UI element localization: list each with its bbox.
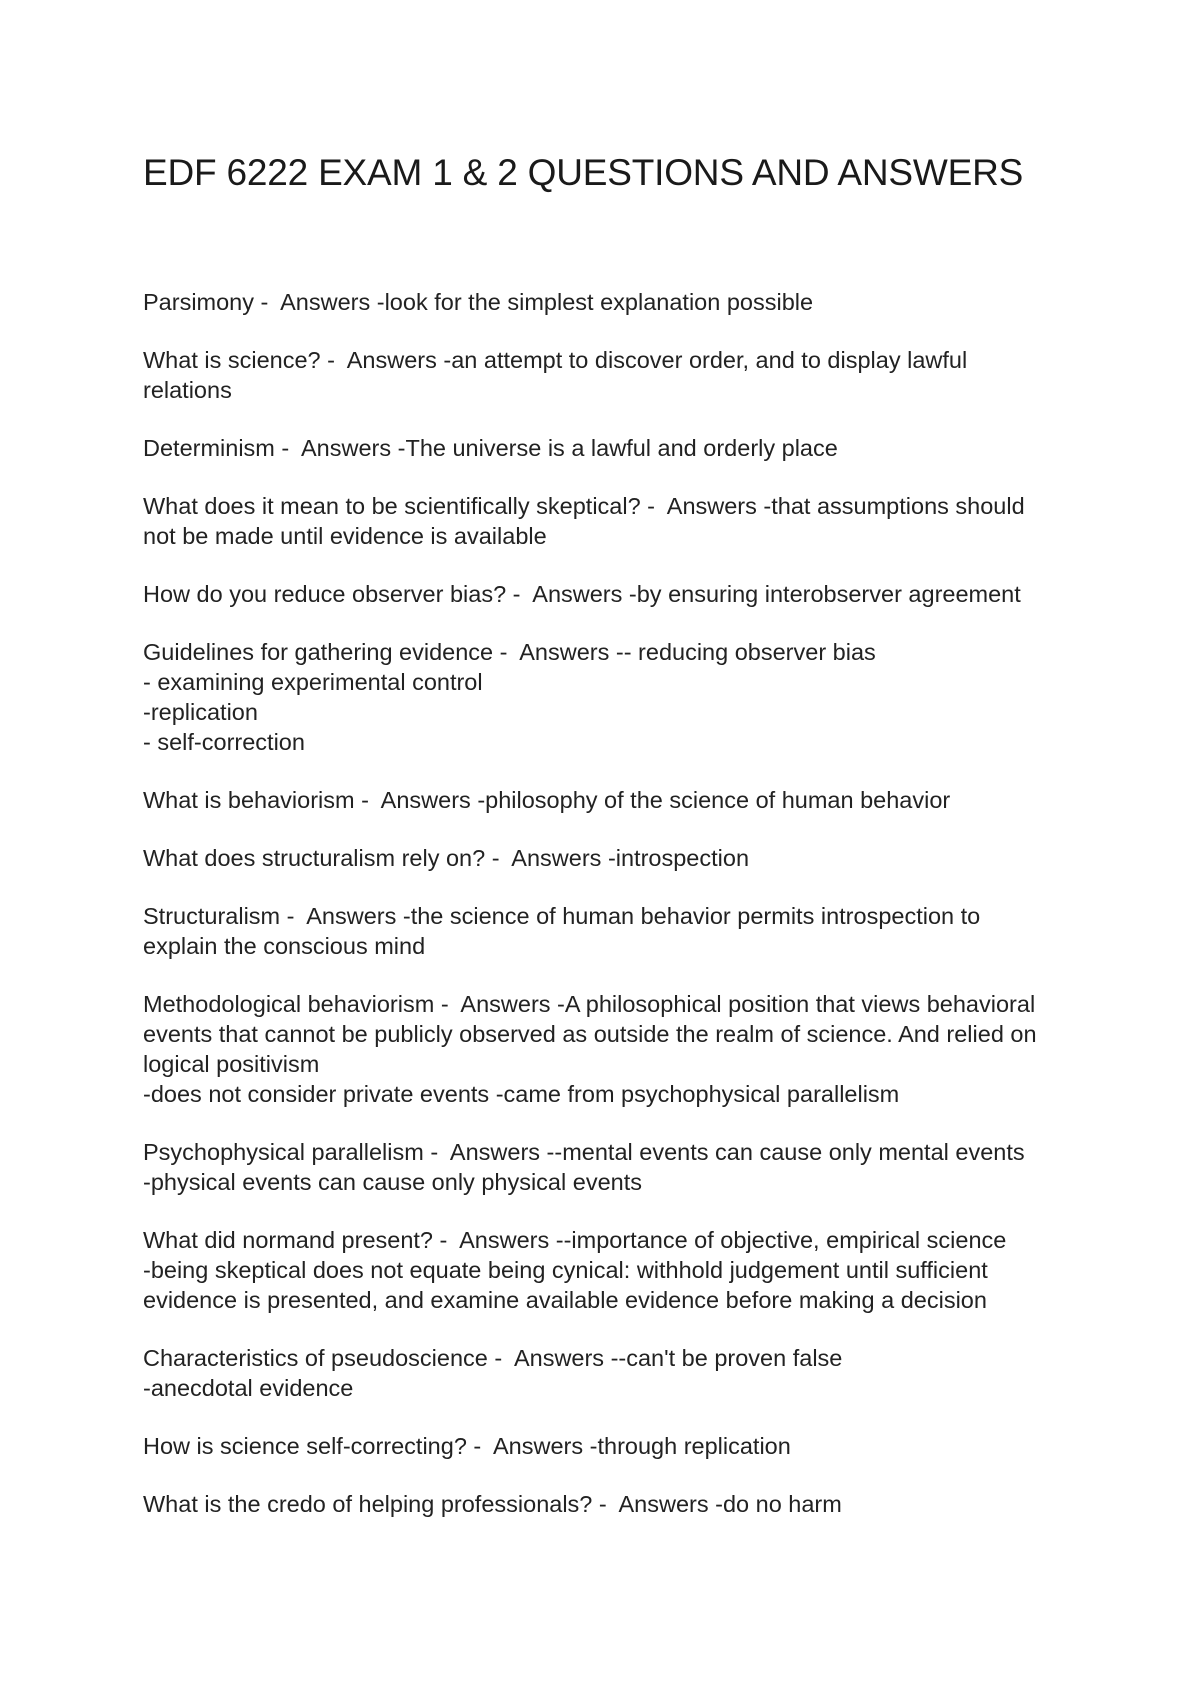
qa-line: What is the credo of helping professionals? - Answers -do no harm (143, 1491, 842, 1517)
qa-item-what-is-science (143, 345, 1073, 405)
qa-line: relations (143, 377, 232, 403)
qa-line: Determinism - Answers -The universe is a lawful and orderly place (143, 435, 838, 461)
qa-line: -being skeptical does not equate being cynical: withhold judgement until sufficient (143, 1257, 988, 1283)
qa-line: How is science self-correcting? - Answers -through replication (143, 1433, 791, 1459)
qa-line: What is science? - Answers -an attempt to discover order, and to display lawful (143, 347, 968, 373)
qa-item-credo (143, 1489, 1073, 1519)
qa-item-normand (143, 1225, 1073, 1315)
qa-line: How do you reduce observer bias? - Answers -by ensuring interobserver agreement (143, 581, 1021, 607)
qa-line: evidence is presented, and examine available evidence before making a decision (143, 1287, 987, 1313)
qa-list (143, 287, 1073, 1547)
qa-item-methodological-behaviorism (143, 989, 1073, 1109)
qa-item-scientific-skepticism (143, 491, 1073, 551)
qa-line: What did normand present? - Answers --importance of objective, empirical science (143, 1227, 1007, 1253)
qa-item-observer-bias (143, 579, 1073, 609)
qa-line: events that cannot be publicly observed as outside the realm of science. And relied on (143, 1021, 1037, 1047)
qa-line: Characteristics of pseudoscience - Answers --can't be proven false (143, 1345, 843, 1371)
qa-line: - self-correction (143, 729, 305, 755)
qa-line: What does structuralism rely on? - Answers -introspection (143, 845, 750, 871)
qa-line: - examining experimental control (143, 669, 483, 695)
qa-item-structuralism (143, 901, 1073, 961)
qa-line: -physical events can cause only physical events (143, 1169, 642, 1195)
qa-line: Methodological behaviorism - Answers -A philosophical position that views behavioral (143, 991, 1036, 1017)
qa-line: Parsimony - Answers -look for the simplest explanation possible (143, 289, 814, 315)
qa-line: Structuralism - Answers -the science of human behavior permits introspection to (143, 903, 981, 929)
qa-line: What is behaviorism - Answers -philosophy of the science of human behavior (143, 787, 951, 813)
qa-line: not be made until evidence is available (143, 523, 547, 549)
qa-line: What does it mean to be scientifically skeptical? - Answers -that assumptions should (143, 493, 1025, 519)
qa-line: explain the conscious mind (143, 933, 426, 959)
qa-line: Psychophysical parallelism - Answers --mental events can cause only mental events (143, 1139, 1025, 1165)
qa-item-self-correcting (143, 1431, 1073, 1461)
document-title: EDF 6222 EXAM 1 & 2 QUESTIONS AND ANSWERS (143, 152, 1024, 193)
qa-line: logical positivism (143, 1051, 320, 1077)
qa-item-gathering-evidence (143, 637, 1073, 757)
qa-item-structuralism-rely (143, 843, 1073, 873)
qa-item-determinism (143, 433, 1073, 463)
qa-item-pseudoscience (143, 1343, 1073, 1403)
qa-item-parsimony (143, 287, 1073, 317)
qa-item-behaviorism (143, 785, 1073, 815)
qa-line: -does not consider private events -came from psychophysical parallelism (143, 1081, 900, 1107)
qa-line: -replication (143, 699, 258, 725)
qa-item-psychophysical-parallelism (143, 1137, 1073, 1197)
qa-line: Guidelines for gathering evidence - Answers -- reducing observer bias (143, 639, 876, 665)
qa-line: -anecdotal evidence (143, 1375, 354, 1401)
